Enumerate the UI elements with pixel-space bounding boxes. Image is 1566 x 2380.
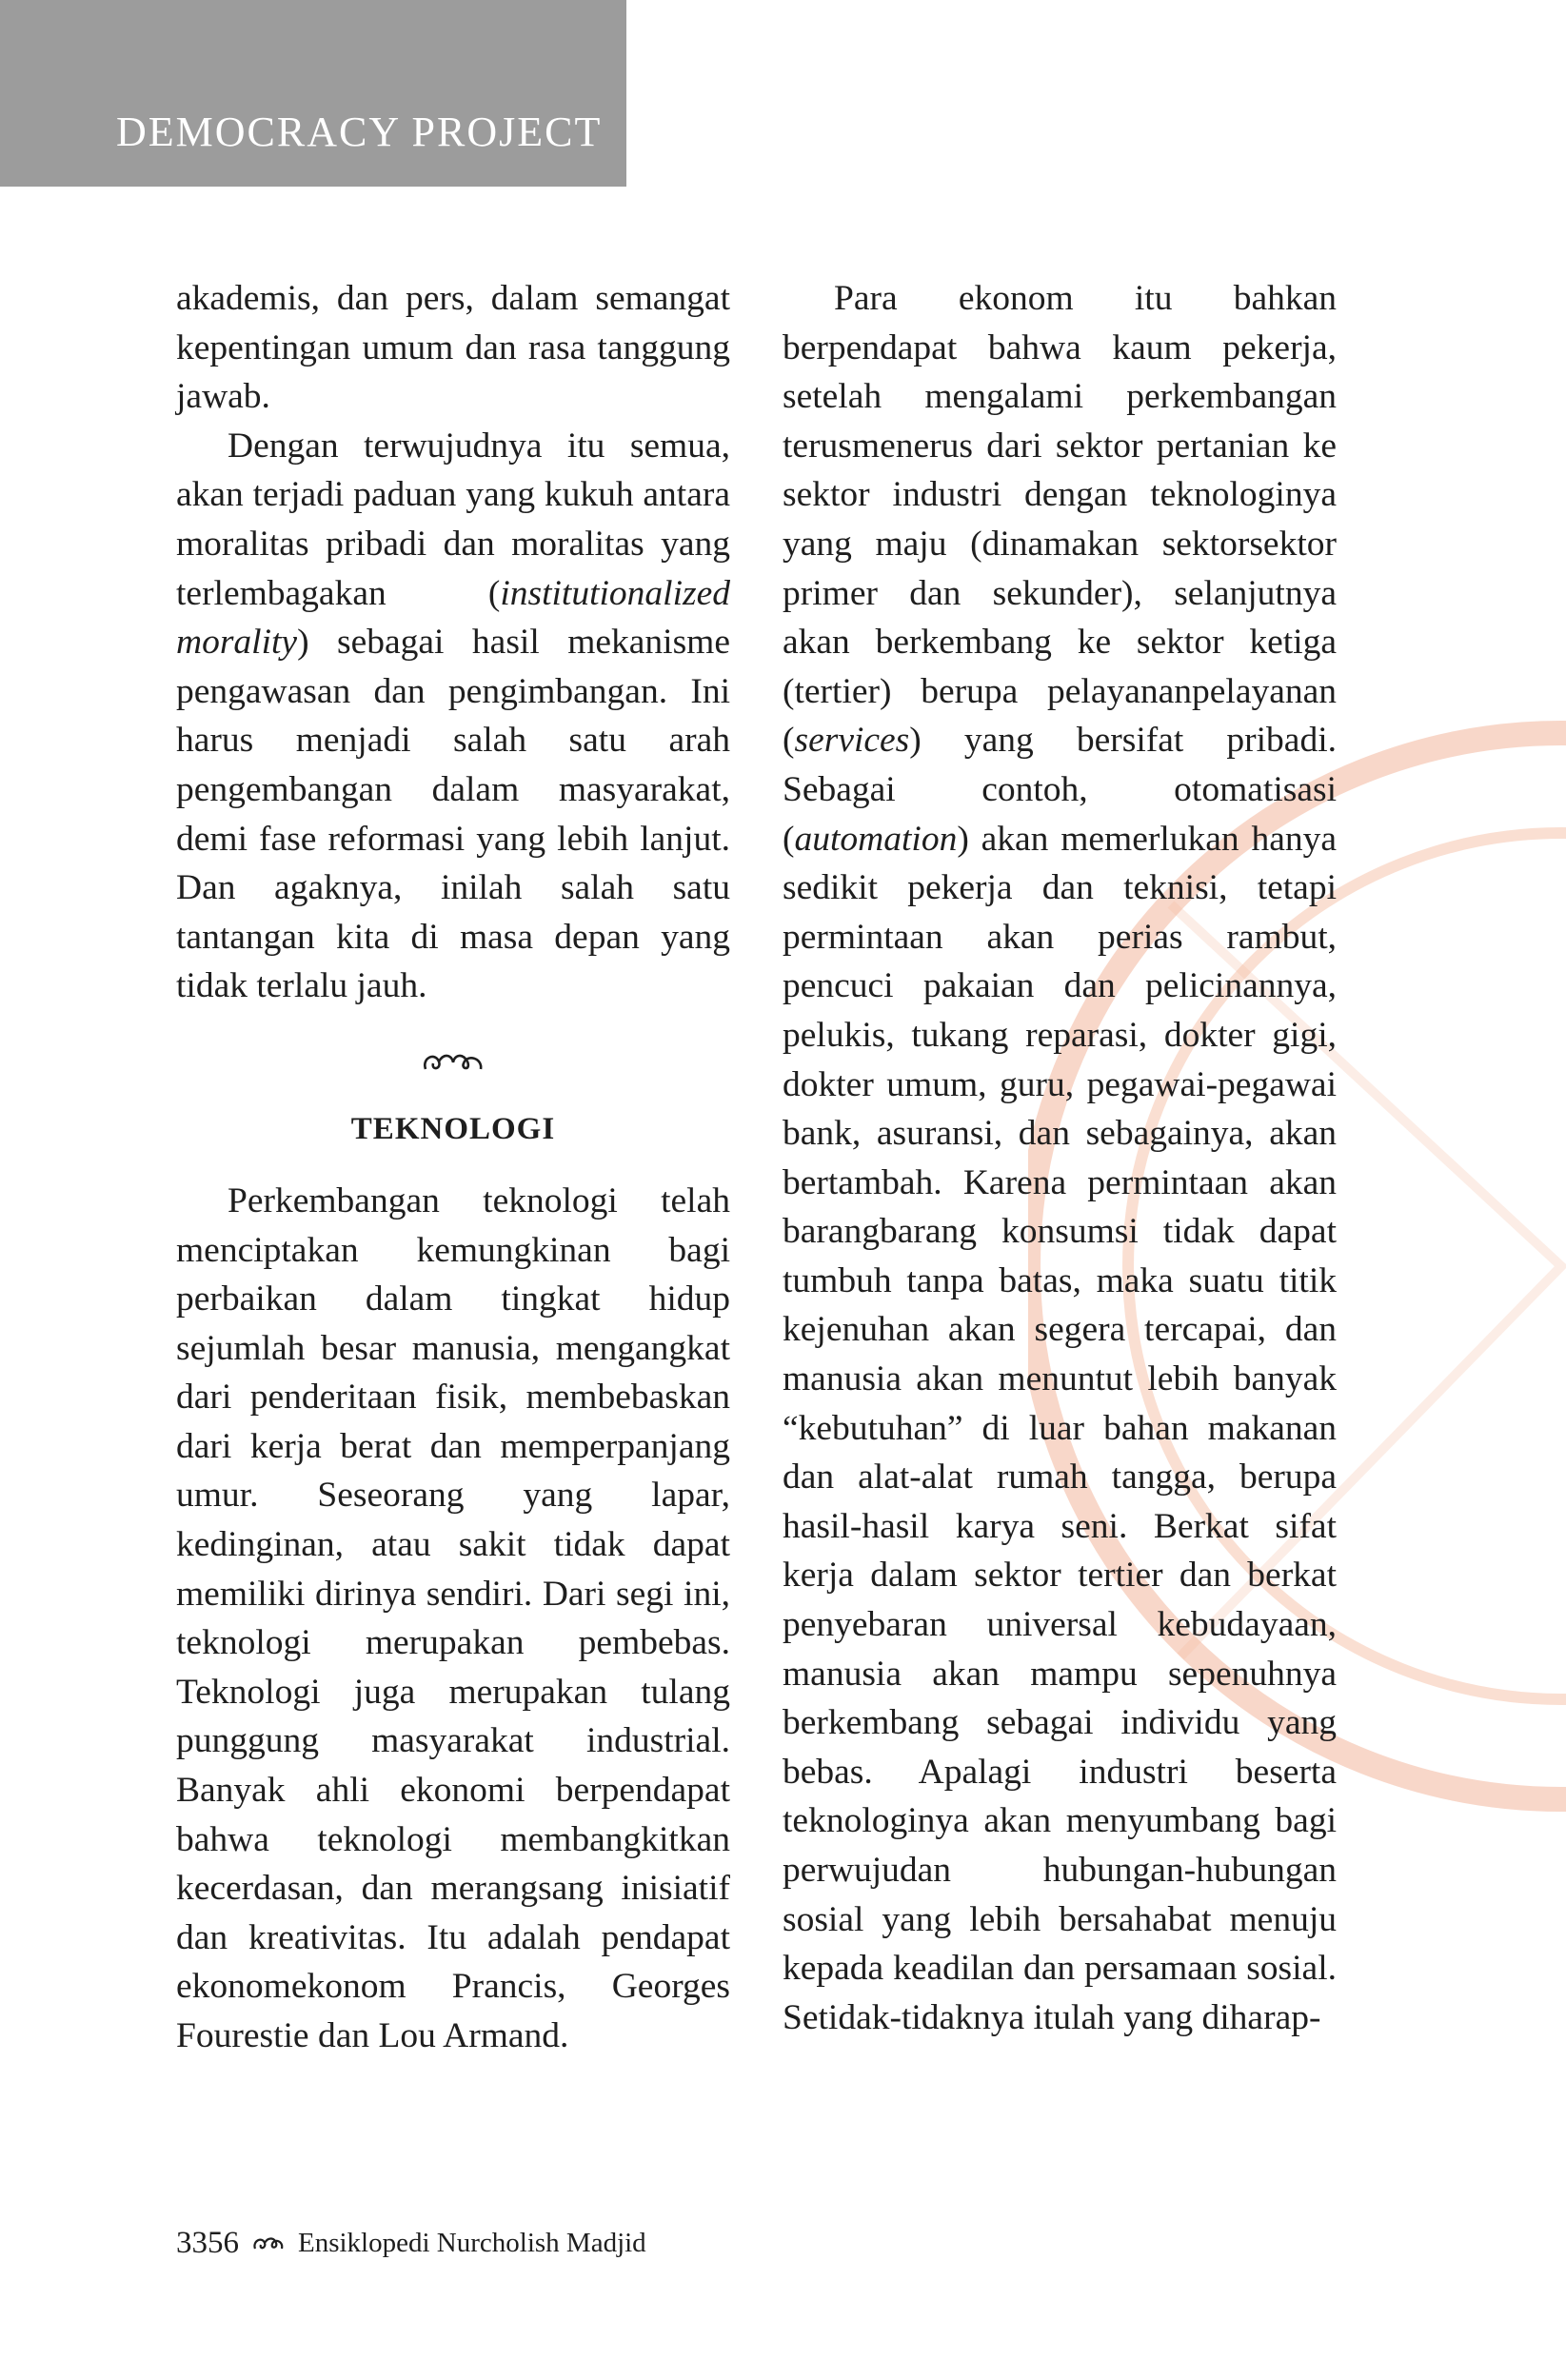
page-number: 3356 (176, 2226, 239, 2260)
book-title: Ensiklopedi Nurcholish Madjid (298, 2228, 646, 2258)
right-column (783, 274, 1337, 2042)
paragraph: Para ekonom itu bahkan berpendapat bahwa kaum pekerja, setelah mengalami perkembangan terusmenerus dari sektor pertanian ke sektor industri dengan teknologinya yang maju (dinamakan sektorsektor primer dan sekunder), selanjutnya akan berkembang ke sektor ketiga (tertier) berupa pelayananpelayanan (services) yang bersifat pribadi. Sebagai contoh, otomatisasi (automation) akan memerlukan hanya sedikit pekerja dan teknisi, tetapi permintaan akan perias rambut, pencuci pakaian dan pelicinannya, pelukis, tukang reparasi, dokter gigi, dokter umum, guru, pegawai-pegawai bank, asuransi, dan sebagainya, akan bertambah. Karena permintaan akan barangbarang konsumsi tidak dapat tumbuh tanpa batas, maka suatu titik kejenuhan akan segera tercapai, dan manusia akan menuntut lebih banyak “kebutuhan” di luar bahan makanan dan alat-alat rumah tangga, berupa hasil-hasil karya seni. Berkat sifat kerja dalam sektor tertier dan berkat penyebaran universal kebudayaan, manusia akan mampu sepenuhnya berkembang sebagai individu yang bebas. Apalagi industri beserta teknologinya akan menyumbang bagi perwujudan hubungan-hubungan sosial yang lebih bersahabat menuju kepada keadilan dan persamaan sosial. Setidak-tidaknya itulah yang diharap- (783, 279, 1337, 2037)
paragraph: Dengan terwujudnya itu semua, akan terjadi paduan yang kukuh antara moralitas pribadi dan moralitas yang terlembagakan (institutionalized morality) sebagai hasil mekanisme pengawasan dan pengimbangan. Ini harus menjadi salah satu arah pengembangan dalam masyarakat, demi fase reformasi yang lebih lanjut. Dan agaknya, inilah salah satu tantangan kita di masa depan yang tidak terlalu jauh. (176, 426, 730, 1006)
section-heading: TEKNOLOGI (350, 1111, 556, 1146)
paragraph: akademis, dan pers, dalam semangat kepentingan umum dan rasa tanggung jawab. (176, 279, 730, 417)
left-column (176, 274, 730, 2061)
section-ornament-icon (176, 1038, 730, 1087)
footer-ornament-icon (252, 2233, 285, 2254)
running-header-title: DEMOCRACY PROJECT (116, 109, 603, 155)
header-band (0, 0, 626, 187)
page-footer (176, 2226, 646, 2261)
paragraph: Perkembangan teknologi telah menciptakan kemungkinan bagi perbaikan dalam tingkat hidup sejumlah besar manusia, mengangkat dari penderitaan fisik, membebaskan dari kerja berat dan memperpanjang umur. Seseorang yang lapar, kedinginan, atau sakit tidak dapat memiliki dirinya sendiri. Dari segi ini, teknologi merupakan pembebas. Teknologi juga merupakan tulang punggung masyarakat industrial. Banyak ahli ekonomi berpendapat bahwa teknologi membangkitkan kecerdasan, dan merangsang inisiatif dan kreativitas. Itu adalah pendapat ekonomekonom Prancis, Georges Fourestie dan Lou Armand. (176, 1180, 730, 2055)
